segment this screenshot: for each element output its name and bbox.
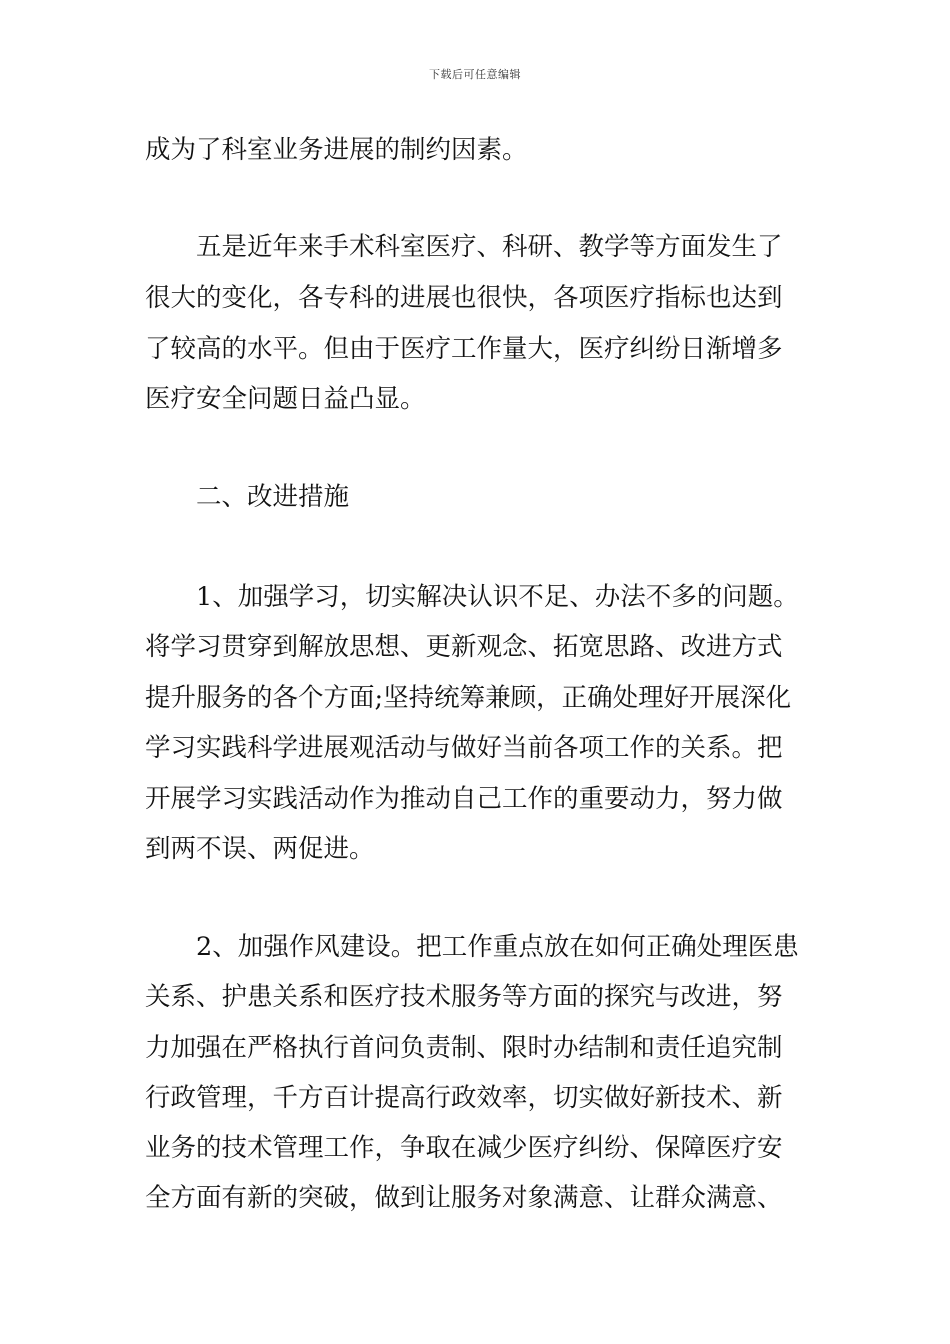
text-line: 了较高的水平。但由于医疗工作量大，医疗纠纷日渐增多 <box>145 334 783 364</box>
text-line: 提升服务的各个方面;坚持统筹兼顾，正确处理好开展深化 <box>145 683 792 713</box>
text-line: 关系、护患关系和医疗技术服务等方面的探究与改进，努 <box>145 982 783 1012</box>
text-line: 行政管理，千方百计提高行政效率，切实做好新技术、新 <box>145 1083 783 1113</box>
text-line: 将学习贯穿到解放思想、更新观念、拓宽思路、改进方式 <box>145 632 783 662</box>
page-header: 下载后可任意编辑 <box>429 68 521 81</box>
text-line: 1、加强学习，切实解决认识不足、办法不多的问题。 <box>145 582 799 612</box>
text-line: 五是近年来手术科室医疗、科研、教学等方面发生了 <box>145 232 783 262</box>
text-line: 力加强在严格执行首问负责制、限时办结制和责任追究制 <box>145 1033 783 1063</box>
section-heading: 二、改进措施 <box>145 482 350 512</box>
text-line: 全方面有新的突破，做到让服务对象满意、让群众满意、 <box>145 1183 783 1213</box>
text-line: 2、加强作风建设。把工作重点放在如何正确处理医患 <box>145 932 799 962</box>
text-line: 很大的变化，各专科的进展也很快，各项医疗指标也达到 <box>145 283 783 313</box>
text-line: 到两不误、两促进。 <box>145 834 375 864</box>
text-line: 医疗安全问题日益凸显。 <box>145 384 426 414</box>
text-line: 学习实践科学进展观活动与做好当前各项工作的关系。把 <box>145 733 783 763</box>
text-line: 开展学习实践活动作为推动自己工作的重要动力，努力做 <box>145 784 783 814</box>
text-line: 业务的技术管理工作，争取在减少医疗纠纷、保障医疗安 <box>145 1133 783 1163</box>
text-line: 成为了科室业务进展的制约因素。 <box>145 135 528 165</box>
